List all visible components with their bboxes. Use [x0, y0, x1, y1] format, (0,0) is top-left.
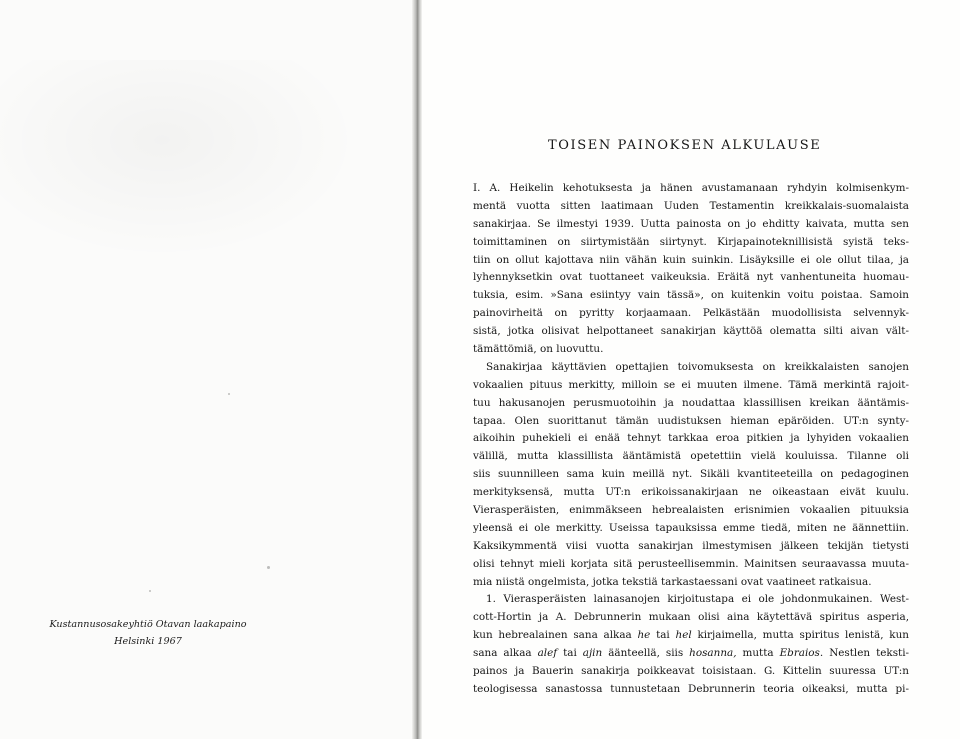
text-line: tuu hakusanojen perusmuotoihin ja noudattaa klassillisen kreikan ääntämis- [473, 396, 909, 409]
printer-imprint [48, 616, 248, 650]
text-line [473, 627, 909, 645]
text-line: tiin on ollut kajottava niin vähän kuin suinkin. Lisäyksille ei ole ollut tilaa, ja [473, 253, 909, 266]
text-line: lyhennyksetkin ovat tuottaneet vaikeuksia. Eräitä nyt vanhentuneita huomau- [473, 271, 909, 284]
left-page [0, 0, 412, 739]
text-run: tai [656, 629, 670, 642]
paper-speck [267, 566, 270, 569]
text-line: sanakirjaa. Se ilmestyi 1939. Uutta painosta on jo ehditty kaivata, mutta sen [473, 217, 909, 230]
text-line: olisi tehnyt mieli korjata sitä perusteellisemmin. Mainitsen seuraavassa muuta- [473, 557, 909, 570]
imprint-printer: Kustannusosakeyhtiö Otavan laakapaino [49, 619, 247, 630]
paper-speck [149, 590, 151, 592]
text-line: siis suunnilleen sama kuin meillä nyt. Sikäli kvantiteeteilla on pedagoginen [473, 468, 909, 481]
italic-term: hosanna, [689, 647, 737, 660]
text-line: aikoihin puhekieli ei enää tehnyt tarkkaa eroa pitkien ja lyhyiden vokaalien [473, 432, 909, 445]
paper-speck [228, 393, 230, 395]
italic-term: ajin [582, 647, 603, 660]
text-line: sistä, jotka olisivat helpottaneet sanakirjan käyttöä olematta silti aivan vält- [473, 325, 909, 338]
text-line [473, 645, 909, 663]
italic-term: hel [675, 629, 692, 642]
text-line: Vierasperäisten, enimmäkseen hebrealaisten erisnimien vokaalien pituuksia [473, 504, 909, 517]
text-line: Sanakirjaa käyttävien opettajien toivomuksesta on kreikkalaisten sanojen [486, 360, 909, 373]
text-line: teologisessa sanastossa tunnustetaan Debrunnerin teoria oikeaksi, mutta pi- [473, 682, 909, 695]
text-line: mentä vuotta sitten laatimaan Uuden Testamentin kreikkalais-suomalaista [473, 199, 909, 212]
text-line: mia niistä ongelmista, jotka tekstiä tarkastaessani ovat vaatineet ratkaisua. [473, 575, 872, 588]
text-run: Nestlen teksti- [829, 647, 909, 660]
italic-term: alef [537, 647, 558, 660]
text-line: tuksia, esim. »Sana esiintyy vain tässä», on kuitenkin voitu poistaa. Samoin [473, 289, 909, 302]
book-gutter [412, 0, 422, 739]
text-line: merkityksensä, mutta UT:n erikoissanakirjaan ne oikeastaan eivät kuulu. [473, 486, 909, 499]
italic-term: Ebraios. [779, 647, 824, 660]
italic-term: he [637, 629, 651, 642]
text-run: kirjaimella, mutta spiritus lenistä, kun [697, 629, 909, 642]
text-line: välillä, mutta klassillista ääntämistä opetettiin vielä kouluissa. Tilanne oli [473, 450, 909, 463]
preface-text [473, 180, 909, 699]
text-run: tai [563, 647, 577, 660]
text-line: tapaa. Olen suorittanut tämän uudistuksen hieman epäröiden. UT:n synty- [473, 414, 909, 427]
text-line: yleensä ei ole merkitty. Useissa tapauksissa emme tiedä, miten ne äännettiin. [473, 521, 909, 534]
show-through-shadow [0, 60, 360, 260]
text-run: mutta [742, 647, 774, 660]
text-line: I. A. Heikelin kehotuksesta ja hänen avustamanaan ryhdyin kolmisenkym- [473, 182, 909, 194]
text-run: äänteellä, siis [608, 647, 684, 660]
page-title: TOISEN PAINOKSEN ALKULAUSE [548, 138, 822, 153]
text-line: painovirheitä on pyritty korjaamaan. Pelkästään muodollisista selvennyk- [473, 307, 909, 320]
text-line: painos ja Bauerin sanakirja poikkeavat toisistaan. G. Kittelin suuressa UT:n [473, 665, 909, 678]
imprint-place-year: Helsinki 1967 [114, 636, 182, 647]
text-run: sana alkaa [473, 647, 532, 660]
text-line: cott-Hortin ja A. Debrunnerin mukaan olisi aina käytettävä spiritus asperia, [473, 611, 909, 624]
text-line: tämättömiä, on luovuttu. [473, 343, 604, 356]
text-line: Kaksikymmentä viisi vuotta sanakirjan ilmestymisen jälkeen tekijän tietysti [473, 539, 909, 552]
text-line: 1. Vierasperäisten lainasanojen kirjoitustapa ei ole johdonmukainen. West- [486, 593, 909, 606]
text-line: toimittaminen on siirtymistään siirtynyt. Kirjapainoteknillisistä syistä teks- [473, 235, 909, 248]
text-line: vokaalien pituus merkitty, milloin se ei muuten ilmene. Tämä merkintä rajoit- [473, 378, 909, 391]
text-run: kun hebrealainen sana alkaa [473, 629, 632, 642]
